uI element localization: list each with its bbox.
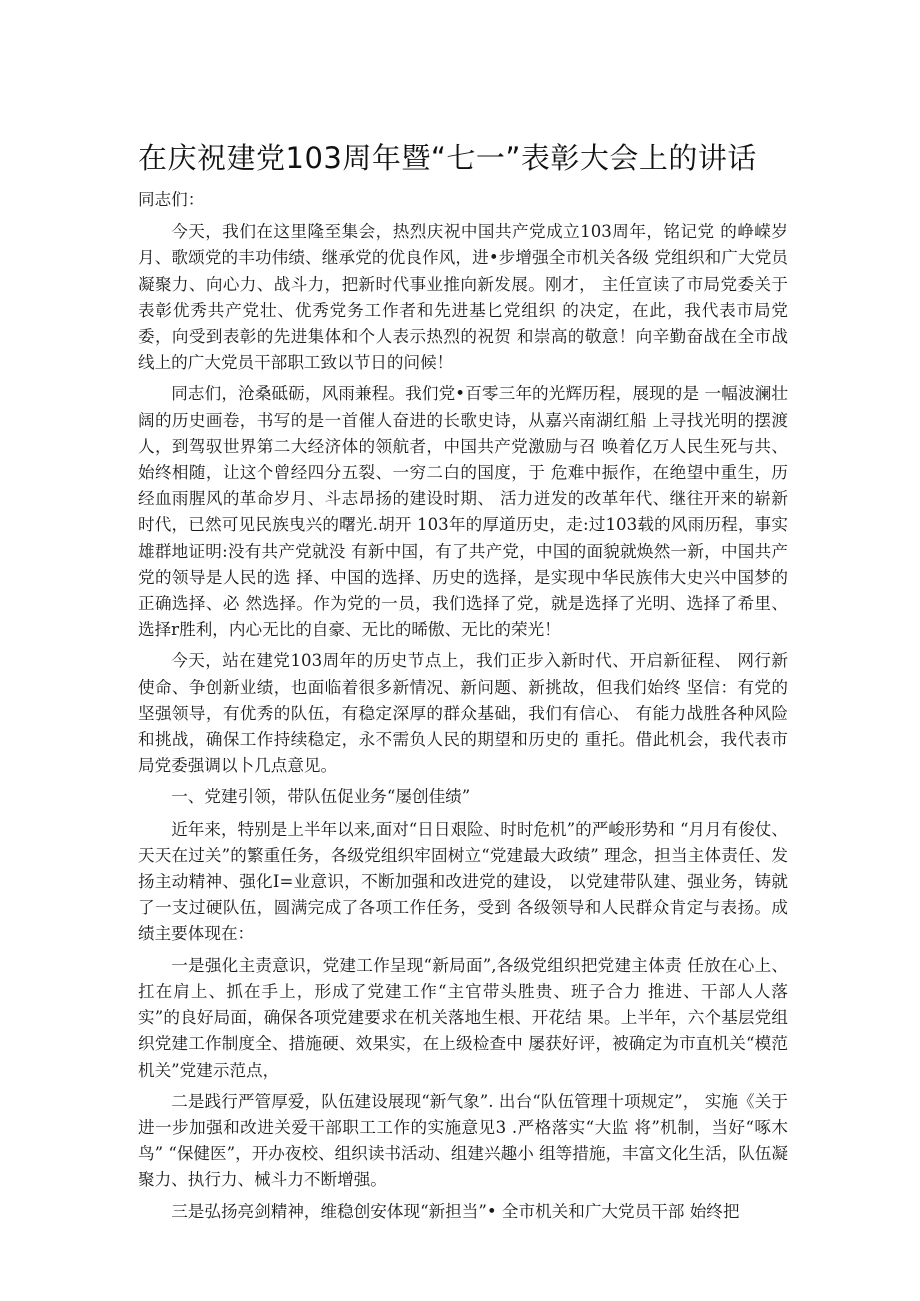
document-title: 在庆祝建党103周年暨“七一”表彰大会上的讲话 bbox=[138, 141, 757, 175]
paragraph-achievements: 近年来，特别是上半年以来,面对“日日艰险、时时危机”的严峻形势和 “月月有俊仗、天天在过关”的繁重任务，各级党组织牢固树立“党建最大政绩” 理念，担当主体责任、发扬主动精神、强化I=业意识，不断加强和改进党的建设， 以党建带队建、强业务，铸就了一支过硬队伍，圆满完成了各项工作任务，受到 各级领导和人民群众肯定与表扬。成绩主要体现在： bbox=[138, 819, 788, 944]
paragraph-history: 同志们，沧桑砥砺，风雨兼程。我们党•百零三年的光辉历程，展现的是 一幅波澜壮阔的历史画卷，书写的是一首催人奋进的长歌史诗，从嘉兴南湖红船 上寻找光明的摆渡人，到驾驭世界第二大经济体的领航者，中国共产党激励与召 唤着亿万人民生死与共、始终相随，让这个曾经四分五裂、一穷二白的国度，于 危难中振作，在绝望中重生，历经血雨腥风的革命岁月、斗志昂扬的建设时期、 活力迸发的改革年代、继往开来的崭新时代，已然可见民族曳兴的曙光.胡开 103年的厚道历史，走:过103载的风雨历程，事实雄群地证明:没有共产党就没 有新中国，有了共产党，中国的面貌就焕然一新，中国共产党的领导是人民的选 择、中国的选择、历史的选择，是实现中华民族伟大史兴中国梦的正确选择、必 然选择。作为党的一员，我们选择了党，就是选择了光明、选择了希里、选择r胜利，内心无比的自豪、无比的晞傲、无比的荣光！ bbox=[138, 384, 788, 640]
paragraph-new-era: 今天，站在建党103周年的历史节点上，我们正步入新时代、开启新征程、 网行新使命、争创新业绩，也面临着很多新情况、新问题、新挑故，但我们始终 坚信：有党的坚强领导，有优秀的队伍，有稳定深厚的群众基础，我们有信心、 有能力战胜各种风险和挑战，确保工作持续稳定，永不需负人民的期望和历史的 重托。借此机会，我代表市局党委强调以卜几点意见。 bbox=[138, 651, 788, 776]
document-body bbox=[138, 187, 788, 1230]
salutation: 同志们： bbox=[138, 190, 205, 209]
section-heading-1: 一、党建引领，带队伍促业务“屡创佳绩” bbox=[171, 787, 471, 807]
paragraph-point-1: 一是强化主责意识，党建工作呈现“新局面”,各级党组织把党建主体责 任放在心上、扛在肩上、抓在手上，形成了党建工作“主官带头胜贵、班子合力 推进、干部人人落实”的良好局面，确保各项党建要求在机关落地生根、开花结 果。上半年，六个基层党组织党建工作制度全、措施硬、效果实，在上级检查中 屡获好评，被确定为市直机关“模范机关”党建示范点， bbox=[138, 955, 788, 1080]
paragraph-opening: 今天，我们在这里隆至集会，热烈庆祝中国共产党成立103周年，铭记党 的峥嵘岁月、歌颂党的丰功伟绩、继承党的优良作风，进•步增强全市机关各级 党组织和广大党员凝聚力、向心力、战斗力，把新时代事业推向新发展。刚才， 主任宣读了市局党委关于表彰优秀共产党壮、优秀党务工作者和先进基匕党组织 的决定，在此，我代表市局党委，向受到表彰的先进集体和个人表示热烈的祝贺 和崇高的敬意！向辛勤奋战在全市战线上的广大党员干部职工致以节日的问候！ bbox=[138, 222, 788, 373]
paragraph-point-3: 三是弘扬亮剑精神，维稳创安体现“新担当”• 全市机关和广大党员干部 始终把 bbox=[171, 1201, 740, 1221]
paragraph-point-2: 二是践行严管厚爱，队伍建设展现“新气象”. 出台“队伍管理十项规定”， 实施《关于进一步加强和改进关爱干部职工工作的实施意见3 .严格落实“大监 将”机制，当好“啄木鸟” “保健医”，开办夜校、组织读书活动、组建兴趣小 组等措施，丰富文化生活，队伍凝聚力、执行力、械斗力不断增强。 bbox=[138, 1091, 788, 1190]
